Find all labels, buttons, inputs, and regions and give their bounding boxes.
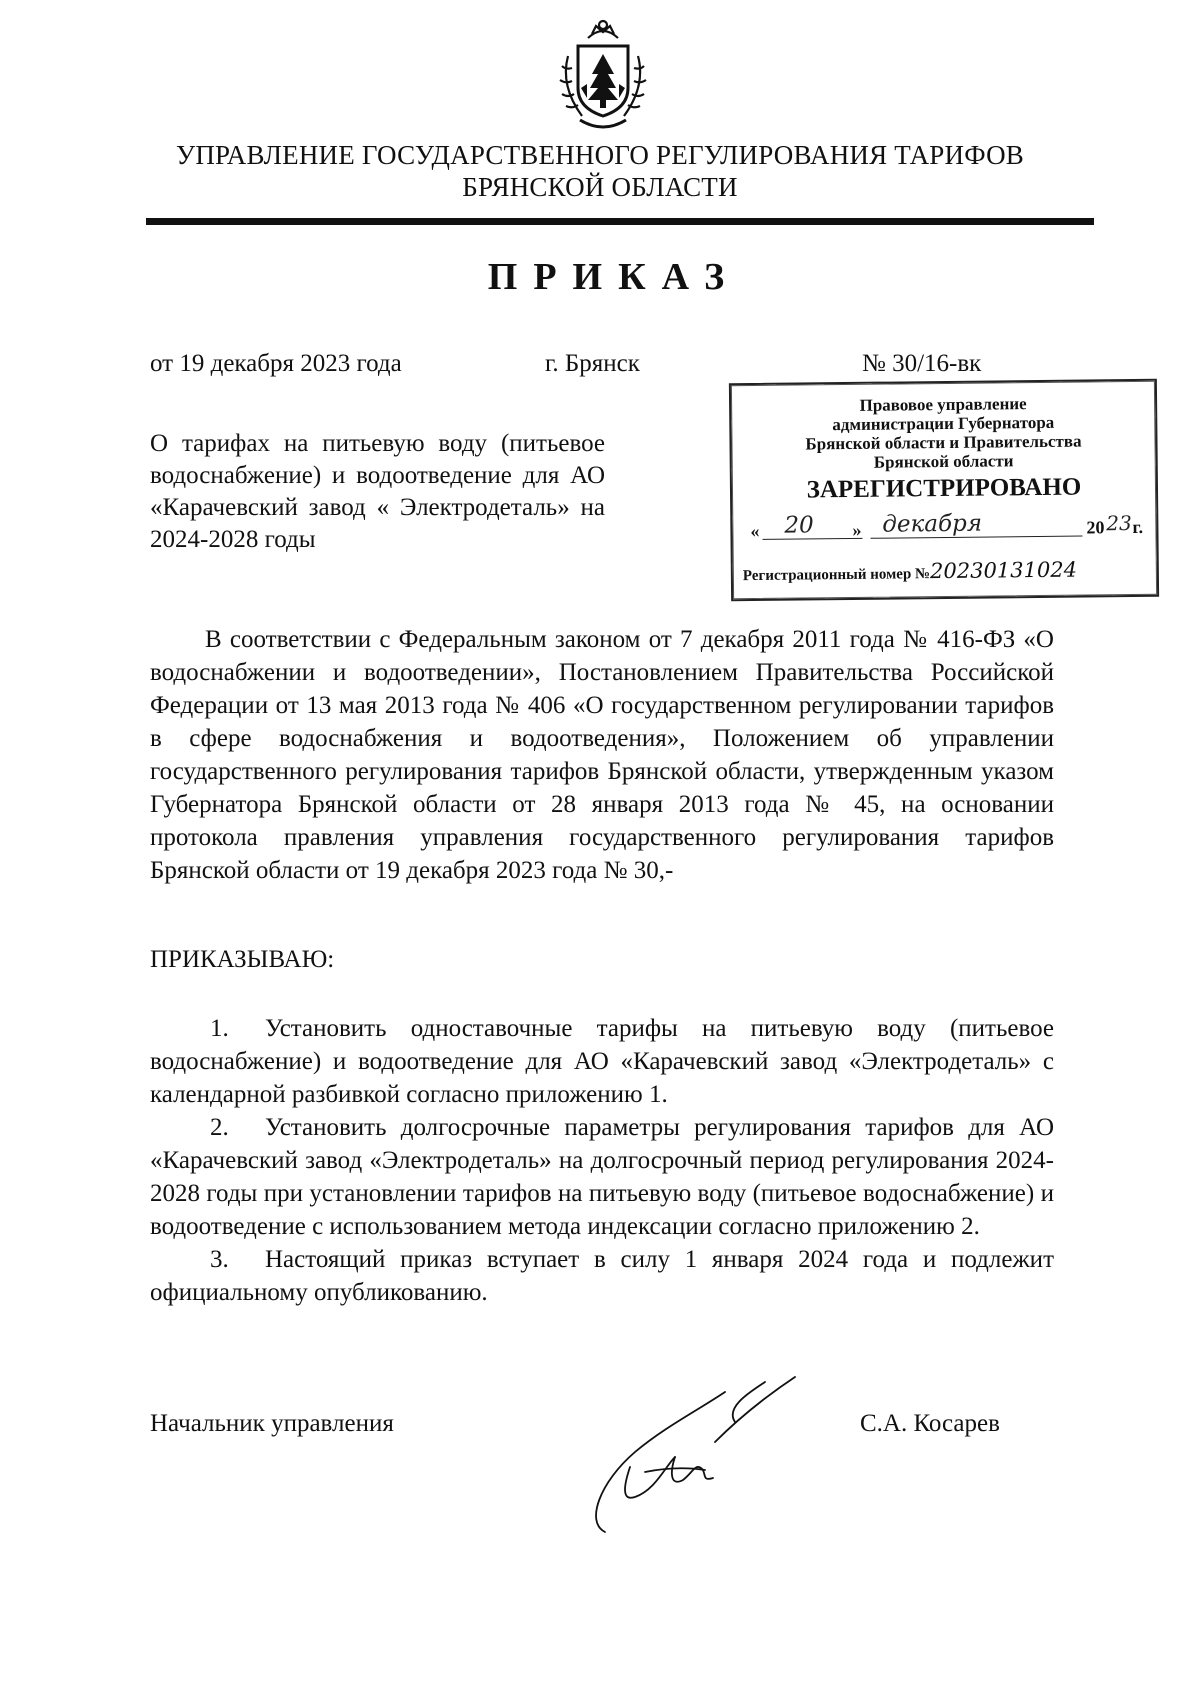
order-item-text: Настоящий приказ вступает в силу 1 января 2024 года и подлежит официальному опубликованию. [150,1246,1054,1306]
stamp-day-handwritten: 20 [784,512,814,539]
stamp-org-line4: Брянской области [873,451,1014,472]
order-city: г. Брянск [545,350,640,377]
stamp-reg-number-handwritten: 20230131024 [929,557,1078,584]
order-item-text: Установить одноставочные тарифы на питьевую воду (питьевое водоснабжение) и водоотведение для АО «Карачевский завод «Электродеталь» с календарной разбивкой согласно приложению 1. [150,1015,1054,1108]
stamp-month-handwritten: декабря [882,510,983,538]
signatory-name: С.А. Косарев [860,1410,1000,1437]
header-divider [146,218,1094,225]
order-item-text: Установить долгосрочные параметры регулирования тарифов для АО «Карачевский завод «Электродеталь» на долгосрочный период регулирования 2024-2028 годы при установлении тарифов на питьевую воду (питьевое водоснабжение) и водоотведение с использованием метода индексации согласно приложению 2. [150,1114,1054,1240]
stamp-reg-label: Регистрационный номер № [742,566,931,585]
order-item-number: 3. [210,1246,229,1273]
registration-stamp [729,379,1159,601]
bryansk-coat-of-arms-icon [548,16,658,134]
stamp-org-line1: Правовое управление [859,394,1027,415]
org-name-line2: БРЯНСКОЙ ОБЛАСТИ [462,172,738,202]
signatory-position: Начальник управления [150,1410,394,1437]
order-item-number: 2. [210,1114,229,1141]
stamp-registration-number [743,558,1077,585]
stamp-org-line3: Брянской области и Правительства [805,431,1082,454]
order-subject [150,428,605,556]
order-item [150,1243,1054,1309]
order-directive: ПРИКАЗЫВАЮ: [150,946,335,973]
order-item [150,1111,1054,1243]
order-subject-text: О тарифах на питьевую воду (питьевое водоснабжение) и водоотведение для АО «Карачевский завод « Электродеталь» на 2024-2028 годы [150,430,605,553]
stamp-registered-label: ЗАРЕГИСТРИРОВАНО [806,473,1082,504]
document-title: ПРИКАЗ [487,256,741,298]
preamble-paragraph: В соответствии с Федеральным законом от 7 декабря 2011 года № 416-ФЗ «О водоснабжении и водоотведении», Постановлением Правительства Российской Федерации от 13 мая 2013 года № 406 «О государственном регулировании тарифов в сфере водоснабжения и водоотведения», Положением об управлении государственного регулирования тарифов Брянской области, утвержденным указом Губернатора Брянской области от 28 января 2013 года № 45, на основании протокола правления управления государственного регулирования тарифов Брянской области от 19 декабря 2023 года № 30,- [150,626,1054,884]
order-item [150,1012,1054,1111]
order-item-number: 1. [210,1015,229,1042]
org-name-line1: УПРАВЛЕНИЕ ГОСУДАРСТВЕННОГО РЕГУЛИРОВАНИЯ ТАРИФОВ [176,140,1024,170]
stamp-org-line2: администрации Губернатора [832,412,1055,435]
stamp-year-handwritten: 23 [1106,511,1132,536]
order-items-list [150,1012,1054,1309]
order-number: № 30/16-вк [862,350,982,377]
handwritten-signature [575,1372,825,1542]
stamp-year-prefix: 20 [1086,517,1105,538]
order-date: от 19 декабря 2023 года [150,350,402,377]
stamp-year-suffix: г. [1132,516,1144,538]
stamp-date-line [742,509,1142,547]
stamp-quote-open: « [750,520,760,542]
stamp-quote-close: » [852,519,862,540]
